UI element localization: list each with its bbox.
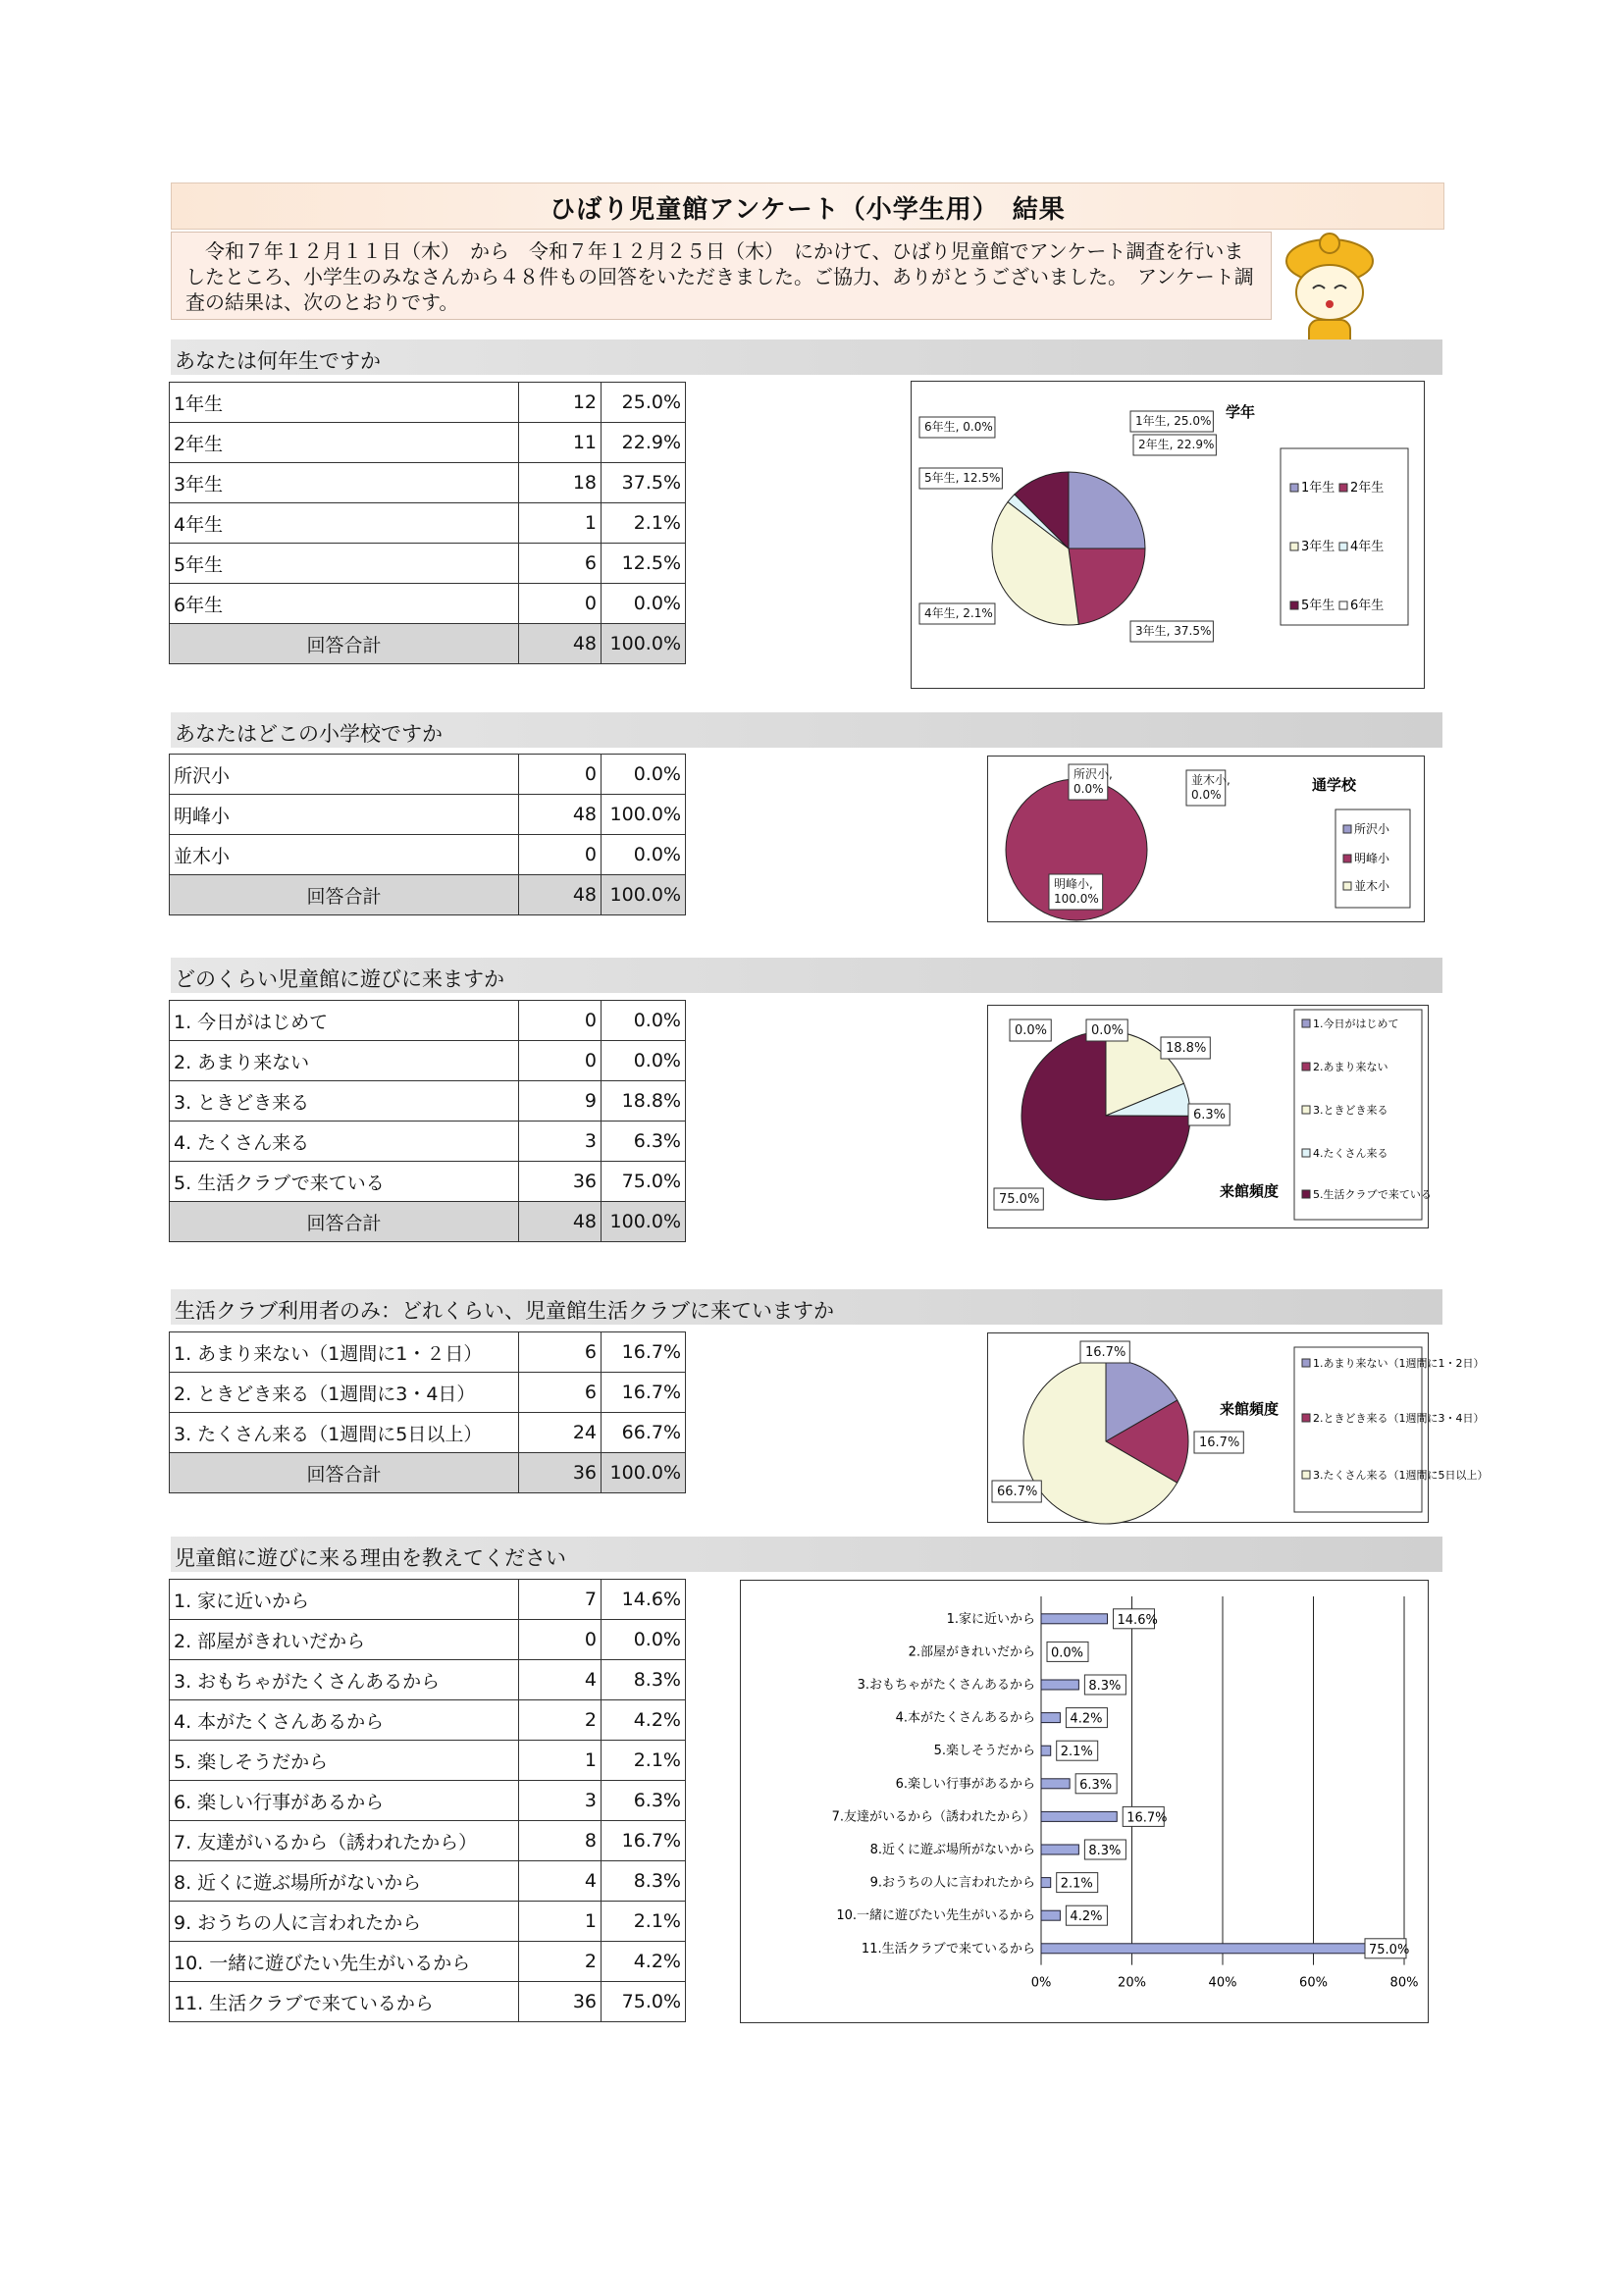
row-count: 11 <box>519 423 602 463</box>
bar <box>1041 1878 1051 1888</box>
legend-label: 5.生活クラブで来ている <box>1313 1188 1432 1201</box>
section-heading-text: 生活クラブ利用者のみ：どれくらい、児童館生活クラブに来ていますか <box>175 1299 834 1323</box>
row-count: 1 <box>519 1741 602 1781</box>
pie-slice <box>1069 472 1145 548</box>
table-row <box>170 1861 686 1902</box>
row-pct: 0.0% <box>602 1041 686 1081</box>
section-heading-text: あなたはどこの小学校ですか <box>175 722 443 746</box>
chart-title: 来館頻度 <box>1220 1400 1280 1418</box>
data-label: 4.2% <box>1070 1711 1103 1727</box>
row-pct: 37.5% <box>602 463 686 503</box>
legend-label: 2.ときどき来る（1週間に3・4日） <box>1313 1412 1485 1425</box>
row-pct: 14.6% <box>602 1580 686 1620</box>
bar <box>1041 1680 1078 1690</box>
row-pct: 0.0% <box>602 1001 686 1041</box>
data-label: 6年生, 0.0% <box>924 420 993 434</box>
row-label: 1. 家に近いから <box>170 1580 519 1620</box>
y-tick-label: 1.家に近いから <box>946 1611 1035 1627</box>
section-heading-text: どのくらい児童館に遊びに来ますか <box>175 967 504 991</box>
row-pct: 8.3% <box>602 1861 686 1902</box>
legend-label: 2.あまり来ない <box>1313 1061 1388 1073</box>
bar <box>1041 1910 1060 1920</box>
total-row <box>170 624 686 664</box>
club-table <box>169 1331 686 1493</box>
legend-swatch <box>1302 1414 1310 1422</box>
row-label: 明峰小 <box>170 795 519 835</box>
grade-pie-chart <box>911 381 1425 689</box>
total-pct: 100.0% <box>602 1453 686 1493</box>
row-pct: 75.0% <box>602 1162 686 1202</box>
bar <box>1041 1746 1051 1755</box>
row-pct: 16.7% <box>602 1821 686 1861</box>
row-count: 0 <box>519 1001 602 1041</box>
total-pct: 100.0% <box>602 875 686 915</box>
table-row <box>170 1413 686 1453</box>
row-pct: 2.1% <box>602 503 686 544</box>
legend-label: 3.たくさん来る（1週間に5日以上） <box>1313 1469 1489 1482</box>
legend-swatch <box>1343 882 1351 890</box>
total-label: 回答合計 <box>170 875 519 915</box>
table-row <box>170 463 686 503</box>
row-count: 3 <box>519 1122 602 1162</box>
table-row <box>170 1982 686 2022</box>
table-row <box>170 1001 686 1041</box>
legend-swatch <box>1290 543 1298 550</box>
section-heading-text: 児童館に遊びに来る理由を教えてください <box>175 1546 566 1570</box>
row-count: 7 <box>519 1580 602 1620</box>
row-count: 2 <box>519 1942 602 1982</box>
data-label: 66.7% <box>997 1485 1038 1499</box>
row-pct: 18.8% <box>602 1081 686 1122</box>
table-row <box>170 423 686 463</box>
table-row <box>170 544 686 584</box>
frequency-pie-chart <box>987 1005 1432 1228</box>
table-row <box>170 584 686 624</box>
data-label: 0.0% <box>1073 782 1104 796</box>
row-label: 3年生 <box>170 463 519 503</box>
row-count: 6 <box>519 544 602 584</box>
table-row <box>170 1081 686 1122</box>
club-pie-chart <box>987 1332 1489 1523</box>
data-label: 75.0% <box>1369 1942 1410 1957</box>
bar <box>1041 1779 1070 1789</box>
row-count: 1 <box>519 1902 602 1942</box>
row-label: 4. 本がたくさんあるから <box>170 1700 519 1741</box>
reasons-bar-chart <box>740 1580 1429 2023</box>
legend-swatch <box>1302 1190 1310 1198</box>
chart-title: 学年 <box>1226 403 1256 421</box>
frequency-table <box>169 1000 686 1242</box>
intro-box <box>171 232 1272 320</box>
y-tick-label: 10.一緒に遊びたい先生がいるから <box>836 1908 1035 1924</box>
table-row <box>170 795 686 835</box>
page-title-bar <box>171 183 1444 230</box>
table-row <box>170 1942 686 1982</box>
data-label: 6.3% <box>1079 1777 1113 1793</box>
row-count: 12 <box>519 383 602 423</box>
y-tick-label: 7.友達がいるから（誘われたから） <box>831 1809 1035 1825</box>
row-pct: 0.0% <box>602 835 686 875</box>
row-pct: 4.2% <box>602 1700 686 1741</box>
row-pct: 16.7% <box>602 1373 686 1413</box>
data-label: 18.8% <box>1166 1041 1207 1056</box>
legend-label: 6年生 <box>1350 599 1385 613</box>
row-label: 1. 今日がはじめて <box>170 1001 519 1041</box>
row-label: 3. おもちゃがたくさんあるから <box>170 1660 519 1700</box>
row-count: 4 <box>519 1660 602 1700</box>
row-label: 7. 友達がいるから（誘われたから） <box>170 1821 519 1861</box>
bar <box>1041 1614 1108 1624</box>
total-row <box>170 875 686 915</box>
legend-swatch <box>1343 825 1351 833</box>
data-label: 75.0% <box>999 1192 1040 1207</box>
row-label: 2年生 <box>170 423 519 463</box>
row-label: 2. 部屋がきれいだから <box>170 1620 519 1660</box>
table-row <box>170 1162 686 1202</box>
section-heading-grade <box>171 339 1442 375</box>
total-count: 48 <box>519 1202 602 1242</box>
row-pct: 75.0% <box>602 1982 686 2022</box>
total-count: 48 <box>519 875 602 915</box>
row-count: 0 <box>519 835 602 875</box>
row-count: 36 <box>519 1162 602 1202</box>
data-label: 0.0% <box>1191 788 1222 802</box>
bar <box>1041 1944 1382 1954</box>
row-label: 3. ときどき来る <box>170 1081 519 1122</box>
data-label: 4年生, 2.1% <box>924 606 993 620</box>
intro-text: 令和７年１２月１１日（木） から 令和７年１２月２５日（木） にかけて、ひばり児童館でアンケート調査を行いましたところ、小学生のみなさんから４８件もの回答をいただきました。ご協力、ありがとうございました。 アンケート調査の結果は、次のとおりです。 <box>185 239 1254 314</box>
data-label: 2.1% <box>1060 1876 1093 1892</box>
row-count: 2 <box>519 1700 602 1741</box>
total-row <box>170 1202 686 1242</box>
legend-swatch <box>1302 1063 1310 1070</box>
row-pct: 100.0% <box>602 795 686 835</box>
total-pct: 100.0% <box>602 624 686 664</box>
row-label: 4年生 <box>170 503 519 544</box>
total-label: 回答合計 <box>170 1453 519 1493</box>
table-row <box>170 1902 686 1942</box>
data-label: 5年生, 12.5% <box>924 471 1001 485</box>
row-count: 36 <box>519 1982 602 2022</box>
row-pct: 2.1% <box>602 1741 686 1781</box>
table-row <box>170 1041 686 1081</box>
row-pct: 0.0% <box>602 755 686 795</box>
table-row <box>170 1580 686 1620</box>
school-pie-chart <box>987 756 1425 922</box>
section-heading-text: あなたは何年生ですか <box>175 349 381 373</box>
section-heading-club <box>171 1289 1442 1325</box>
section-heading-frequency <box>171 958 1442 993</box>
y-tick-label: 8.近くに遊ぶ場所がないから <box>869 1843 1035 1857</box>
chart-title: 通学校 <box>1312 776 1357 794</box>
row-count: 0 <box>519 1041 602 1081</box>
y-tick-label: 2.部屋がきれいだから <box>908 1644 1035 1660</box>
y-tick-label: 4.本がたくさんあるから <box>895 1710 1035 1726</box>
legend-label: 1年生 <box>1301 481 1335 496</box>
legend-label: 1.あまり来ない（1週間に1・2日） <box>1313 1357 1485 1370</box>
row-label: 2. あまり来ない <box>170 1041 519 1081</box>
legend-swatch <box>1290 601 1298 609</box>
row-count: 24 <box>519 1413 602 1453</box>
section-heading-reasons <box>171 1537 1442 1572</box>
legend-label: 4.たくさん来る <box>1313 1147 1388 1160</box>
table-row <box>170 1332 686 1373</box>
data-label: 100.0% <box>1054 892 1099 906</box>
total-row <box>170 1453 686 1493</box>
data-label: 並木小, <box>1191 773 1230 787</box>
legend-swatch <box>1302 1359 1310 1367</box>
row-label: 6. 楽しい行事があるから <box>170 1781 519 1821</box>
legend-swatch <box>1302 1106 1310 1114</box>
row-label: 所沢小 <box>170 755 519 795</box>
row-label: 1. あまり来ない（1週間に1・２日） <box>170 1332 519 1373</box>
legend-label: 2年生 <box>1350 481 1385 496</box>
row-count: 0 <box>519 755 602 795</box>
row-count: 6 <box>519 1373 602 1413</box>
row-count: 0 <box>519 584 602 624</box>
row-pct: 12.5% <box>602 544 686 584</box>
pie-slice <box>1069 548 1145 624</box>
x-tick-label: 60% <box>1299 1975 1328 1991</box>
total-count: 36 <box>519 1453 602 1493</box>
row-label: 8. 近くに遊ぶ場所がないから <box>170 1861 519 1902</box>
total-count: 48 <box>519 624 602 664</box>
x-tick-label: 40% <box>1208 1975 1237 1991</box>
row-count: 18 <box>519 463 602 503</box>
data-label: 1年生, 25.0% <box>1135 414 1212 428</box>
legend-swatch <box>1339 543 1347 550</box>
row-pct: 4.2% <box>602 1942 686 1982</box>
legend-swatch <box>1339 601 1347 609</box>
total-label: 回答合計 <box>170 1202 519 1242</box>
data-label: 8.3% <box>1088 1679 1122 1694</box>
row-label: 3. たくさん来る（1週間に5日以上） <box>170 1413 519 1453</box>
row-label: 2. ときどき来る（1週間に3・4日） <box>170 1373 519 1413</box>
row-count: 1 <box>519 503 602 544</box>
legend-label: 4年生 <box>1350 540 1385 554</box>
row-pct: 0.0% <box>602 584 686 624</box>
legend-label: 並木小 <box>1354 879 1390 893</box>
data-label: 明峰小, <box>1054 877 1093 891</box>
row-pct: 66.7% <box>602 1413 686 1453</box>
table-row <box>170 1741 686 1781</box>
table-row <box>170 755 686 795</box>
y-tick-label: 5.楽しそうだから <box>933 1744 1035 1759</box>
legend-label: 3年生 <box>1301 540 1335 554</box>
row-pct: 22.9% <box>602 423 686 463</box>
legend-label: 3.ときどき来る <box>1313 1104 1388 1117</box>
row-count: 6 <box>519 1332 602 1373</box>
table-row <box>170 1122 686 1162</box>
row-count: 8 <box>519 1821 602 1861</box>
y-tick-label: 11.生活クラブで来ているから <box>861 1941 1035 1957</box>
data-label: 4.2% <box>1070 1909 1103 1925</box>
data-label: 3年生, 37.5% <box>1135 624 1212 638</box>
row-label: 並木小 <box>170 835 519 875</box>
row-pct: 25.0% <box>602 383 686 423</box>
total-label: 回答合計 <box>170 624 519 664</box>
legend-swatch <box>1302 1471 1310 1479</box>
legend-label: 明峰小 <box>1354 852 1390 865</box>
row-pct: 6.3% <box>602 1781 686 1821</box>
x-tick-label: 20% <box>1118 1975 1146 1991</box>
row-label: 1年生 <box>170 383 519 423</box>
data-label: 所沢小, <box>1073 767 1113 781</box>
legend-label: 所沢小 <box>1354 822 1390 836</box>
legend-box <box>1281 448 1408 625</box>
table-row <box>170 1781 686 1821</box>
row-pct: 6.3% <box>602 1122 686 1162</box>
data-label: 0.0% <box>1051 1645 1084 1661</box>
total-pct: 100.0% <box>602 1202 686 1242</box>
data-label: 6.3% <box>1193 1108 1227 1122</box>
row-label: 11. 生活クラブで来ているから <box>170 1982 519 2022</box>
row-label: 5年生 <box>170 544 519 584</box>
table-row <box>170 1700 686 1741</box>
table-row <box>170 1620 686 1660</box>
table-row <box>170 1373 686 1413</box>
data-label: 14.6% <box>1117 1612 1158 1628</box>
data-label: 16.7% <box>1126 1810 1168 1826</box>
row-label: 4. たくさん来る <box>170 1122 519 1162</box>
table-row <box>170 835 686 875</box>
row-count: 48 <box>519 795 602 835</box>
chart-title: 来館頻度 <box>1220 1182 1280 1200</box>
legend-label: 1.今日がはじめて <box>1313 1018 1399 1030</box>
x-tick-label: 80% <box>1389 1975 1419 1991</box>
x-tick-label: 0% <box>1030 1975 1052 1991</box>
data-label: 8.3% <box>1088 1844 1122 1858</box>
y-tick-label: 9.おうちの人に言われたから <box>869 1875 1035 1891</box>
row-label: 9. おうちの人に言われたから <box>170 1902 519 1942</box>
row-count: 3 <box>519 1781 602 1821</box>
legend-swatch <box>1290 484 1298 492</box>
data-label: 2年生, 22.9% <box>1138 438 1215 451</box>
row-pct: 16.7% <box>602 1332 686 1373</box>
row-label: 5. 生活クラブで来ている <box>170 1162 519 1202</box>
data-label: 0.0% <box>1015 1023 1048 1038</box>
legend-swatch <box>1343 855 1351 862</box>
y-tick-label: 6.楽しい行事があるから <box>895 1776 1035 1792</box>
row-pct: 0.0% <box>602 1620 686 1660</box>
school-table <box>169 754 686 915</box>
table-row <box>170 383 686 423</box>
row-count: 4 <box>519 1861 602 1902</box>
bar <box>1041 1811 1117 1821</box>
legend-swatch <box>1339 484 1347 492</box>
bar <box>1041 1713 1060 1723</box>
data-label: 0.0% <box>1091 1023 1125 1038</box>
row-label: 6年生 <box>170 584 519 624</box>
reasons-table <box>169 1579 686 2022</box>
bar <box>1041 1845 1078 1854</box>
data-label: 16.7% <box>1199 1435 1240 1450</box>
data-label: 16.7% <box>1085 1345 1126 1360</box>
section-heading-school <box>171 712 1442 748</box>
table-row <box>170 503 686 544</box>
row-label: 10. 一緒に遊びたい先生がいるから <box>170 1942 519 1982</box>
y-tick-label: 3.おもちゃがたくさんあるから <box>857 1678 1035 1693</box>
row-label: 5. 楽しそうだから <box>170 1741 519 1781</box>
legend-swatch <box>1302 1149 1310 1157</box>
row-pct: 2.1% <box>602 1902 686 1942</box>
legend-label: 5年生 <box>1301 599 1335 613</box>
row-count: 0 <box>519 1620 602 1660</box>
table-row <box>170 1821 686 1861</box>
table-row <box>170 1660 686 1700</box>
legend-box <box>1294 1347 1422 1512</box>
data-label: 2.1% <box>1060 1745 1093 1760</box>
grade-table <box>169 382 686 664</box>
row-count: 9 <box>519 1081 602 1122</box>
page-title: ひばり児童館アンケート（小学生用） 結果 <box>550 195 1066 225</box>
legend-swatch <box>1302 1019 1310 1027</box>
row-pct: 8.3% <box>602 1660 686 1700</box>
